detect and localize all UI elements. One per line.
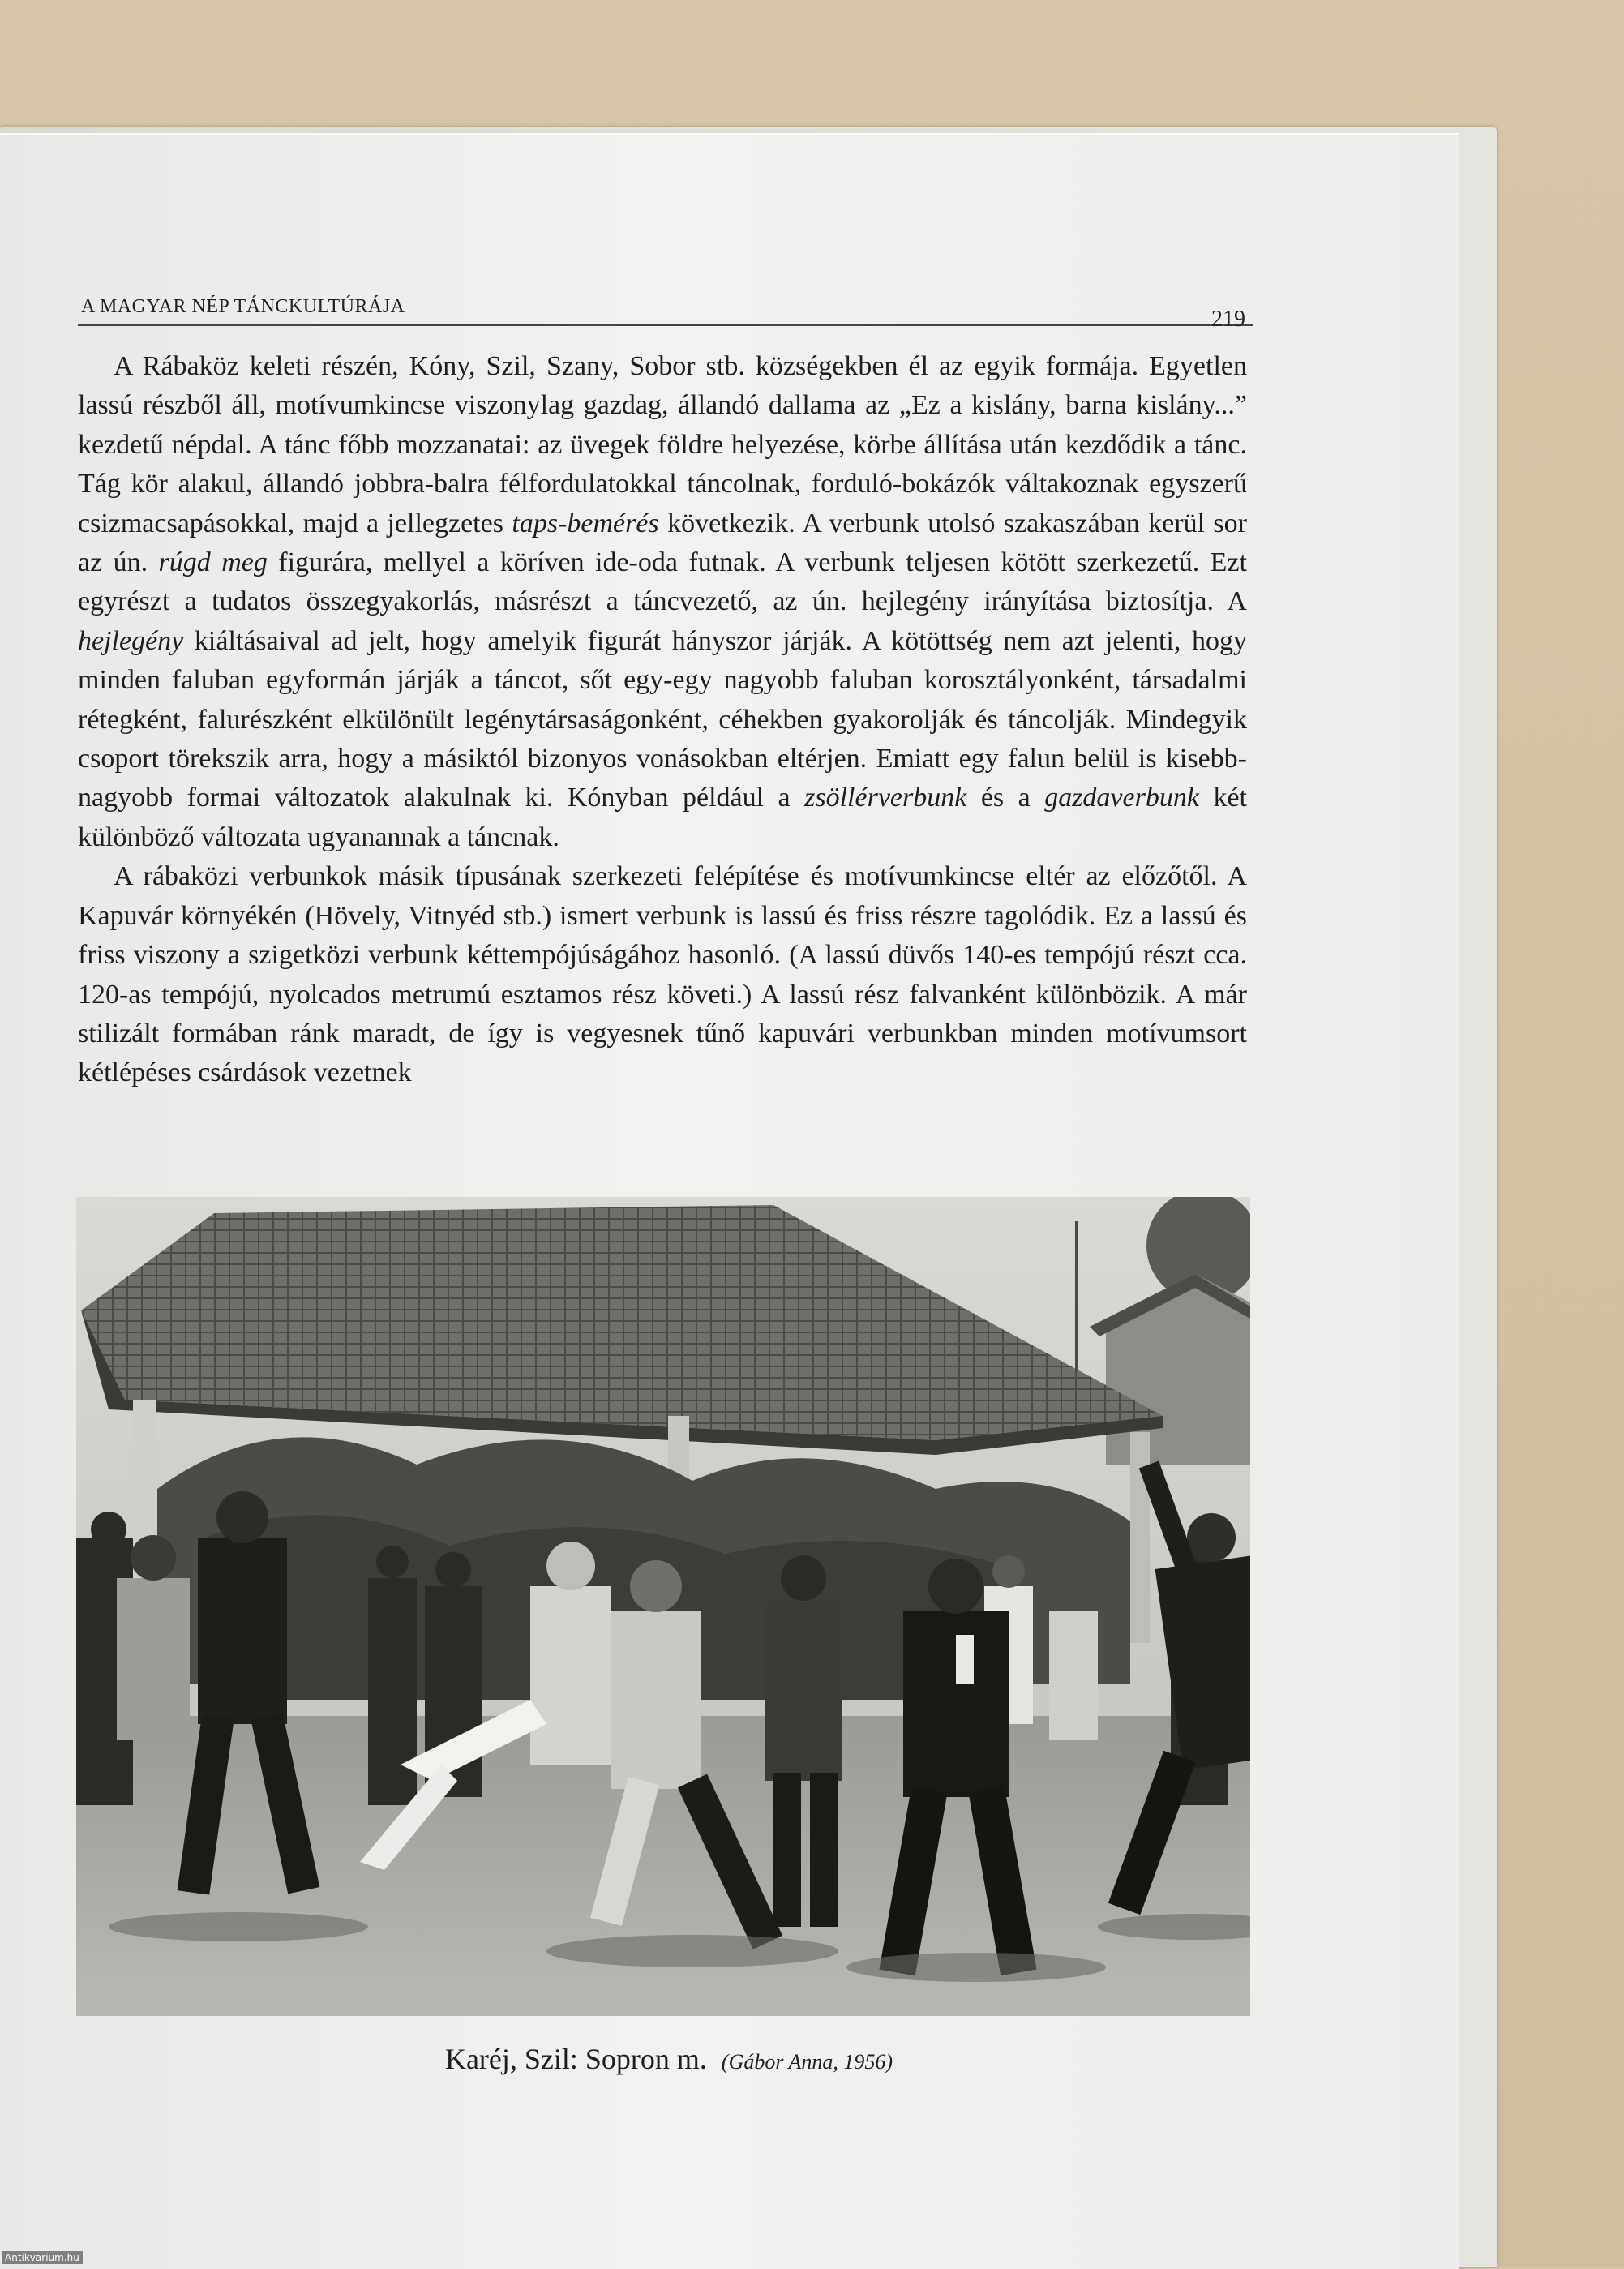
caption-place: Karéj, Szil: Sopron m. <box>444 2043 707 2075</box>
italic-term: taps-bemérés <box>512 508 659 538</box>
text-run: két különböző változata ugyanannak a táncnak. <box>78 783 1247 852</box>
paragraph-1 <box>78 347 1247 857</box>
text-run: következik. A verbunk utolsó szakaszában kerül sor az ún. <box>78 508 1247 578</box>
running-title: A MAGYAR NÉP TÁNCKULTÚRÁJA <box>81 296 405 317</box>
italic-term: rúgd meg <box>158 547 268 578</box>
text-run: figurára, mellyel a köríven ide-oda futnak. A verbunk teljesen kötött szerkezetű. Ezt egyrészt a tudatos összegyakorlás, másrészt a táncvezető, az ún. hejlegény irányítása biztosítja. A <box>78 547 1247 617</box>
caption-credit: (Gábor Anna, 1956) <box>721 2050 893 2074</box>
page-number: 219 <box>1211 307 1245 332</box>
italic-term: zsöllérverbunk <box>804 783 967 813</box>
page-header <box>78 287 1253 332</box>
paragraph-2 <box>78 857 1247 1092</box>
italic-term: gazdaverbunk <box>1044 783 1199 813</box>
text-run: A rábaközi verbunkok másik típusának szerkezeti felépítése és motívumkincse eltér az előzőtől. A Kapuvár környékén (Hövely, Vitnyéd stb.) ismert verbunk is lassú és friss részre tagolódik. Ez a lassú és friss viszony a szigetközi verbunk kéttempójúságához hasonló. (A lassú düvős 140-es tempójú részt cca. 120-as tempójú, nyolcados metrumú esztamos rész követi.) A lassú rész falvanként különbözik. A már stilizált formában ránk maradt, de így is vegyesnek tűnő kapuvári verbunkban minden motívumsort kétlépéses csárdások vezetnek <box>78 861 1247 1088</box>
photo-illustration <box>76 1197 1250 2016</box>
italic-term: hejlegény <box>78 625 184 656</box>
watermark: Antikvarium.hu <box>2 2251 83 2264</box>
text-run: kiáltásaival ad jelt, hogy amelyik figurát hányszor járják. A kötöttség nem azt jelenti, hogy minden faluban egyformán járják a táncot, sőt egy-egy nagyobb faluban korosztályonként, társadalmi rétegként, falurészként elkülönült legénytársaságonként, céhekben gyakorolják és táncolják. Mindegyik csoport törekszik arra, hogy a másiktól bizonyos vonásokban eltérjen. Emiatt egy falun belül is kisebb-nagyobb formai változatok alakulnak ki. Kónyban például a <box>78 625 1247 813</box>
body-text <box>78 347 1247 1093</box>
dance-photograph <box>76 1197 1250 2016</box>
text-run: A Rábaköz keleti részén, Kóny, Szil, Szany, Sobor stb. községekben él az egyik formája. Egyetlen lassú részből áll, motívumkincse viszonylag gazdag, állandó dallama az „Ez a kislány, barna kislány...” kezdetű népdal. A tánc főbb mozzanatai: az üvegek földre helyezése, körbe állítása után kezdődik a tánc. Tág kör alakul, állandó jobbra-balra félfordulatokkal táncolnak, forduló-bokázók váltakoznak egyszerű csizmacsapásokkal, majd a jellegzetes <box>78 351 1247 538</box>
photo-caption <box>0 2042 1338 2076</box>
text-run: és a <box>966 783 1045 813</box>
